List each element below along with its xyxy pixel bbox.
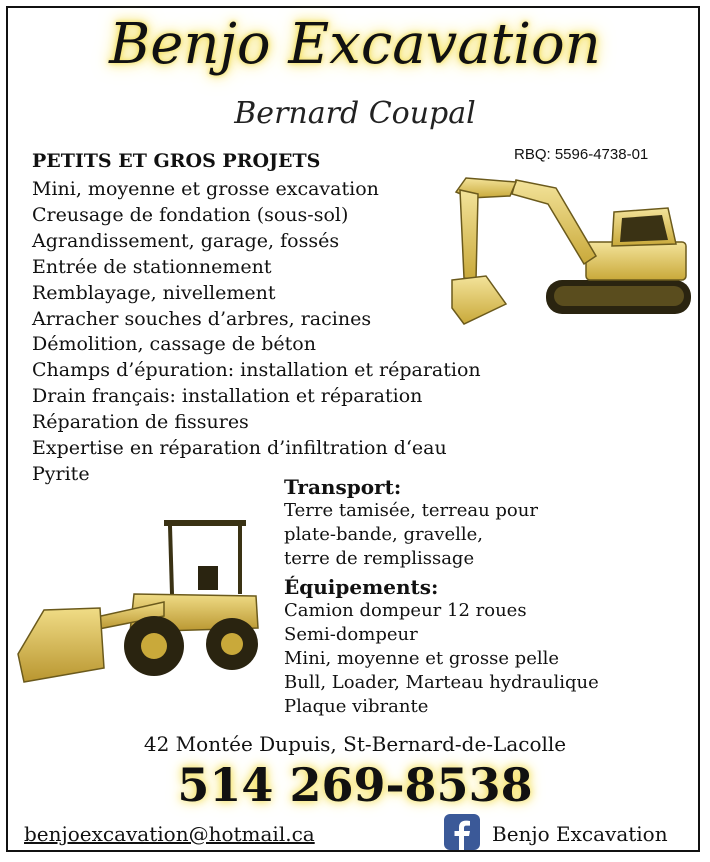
facebook-icon[interactable] xyxy=(444,814,480,850)
service-item: Démolition, cassage de béton xyxy=(32,333,316,356)
company-title: Benjo Excavation xyxy=(109,12,601,77)
equipment-line: Semi-dompeur xyxy=(284,624,418,645)
transport-equipment-section xyxy=(284,475,599,719)
rbq-license: RBQ: 5596-4738-01 xyxy=(514,146,649,163)
equipment-line: Mini, moyenne et grosse pelle xyxy=(284,648,560,669)
loader-image xyxy=(14,516,264,692)
transport-line: Terre tamisée, terreau pour xyxy=(284,500,538,521)
owner-name: Bernard Coupal xyxy=(234,96,476,131)
equipment-line: Plaque vibrante xyxy=(284,696,429,717)
service-item: Arracher souches d’arbres, racines xyxy=(32,307,372,330)
service-item: Champs d’épuration: installation et réparation xyxy=(32,359,481,382)
service-item: Expertise en réparation d’infiltration d‘eau xyxy=(32,437,447,460)
transport-line: terre de remplissage xyxy=(284,548,475,569)
service-item: Agrandissement, garage, fossés xyxy=(32,229,340,252)
service-item: Mini, moyenne et grosse excavation xyxy=(32,178,379,200)
service-item: Réparation de fissures xyxy=(32,411,249,434)
facebook-page-name[interactable]: Benjo Excavation xyxy=(492,822,668,846)
service-item: Remblayage, nivellement xyxy=(32,281,276,304)
service-item: Creusage de fondation (sous-sol) xyxy=(32,203,349,226)
service-item: Entrée de stationnement xyxy=(32,255,272,278)
excavator-image xyxy=(446,168,696,336)
equipment-line: Bull, Loader, Marteau hydraulique xyxy=(284,672,599,693)
transport-line: plate-bande, gravelle, xyxy=(284,524,484,545)
equipment-heading: Équipements: xyxy=(284,575,439,599)
service-item: Pyrite xyxy=(32,462,90,485)
equipment-line: Camion dompeur 12 roues xyxy=(284,600,527,621)
service-item: Drain français: installation et réparation xyxy=(32,385,423,408)
transport-heading: Transport: xyxy=(284,475,402,499)
services-heading: PETITS ET GROS PROJETS xyxy=(32,150,321,172)
address: 42 Montée Dupuis, St-Bernard-de-Lacolle xyxy=(143,732,567,756)
phone-number[interactable]: 514 269-8538 xyxy=(177,758,533,812)
services-list xyxy=(32,177,481,488)
email-link[interactable]: benjoexcavation@hotmail.ca xyxy=(24,822,315,846)
